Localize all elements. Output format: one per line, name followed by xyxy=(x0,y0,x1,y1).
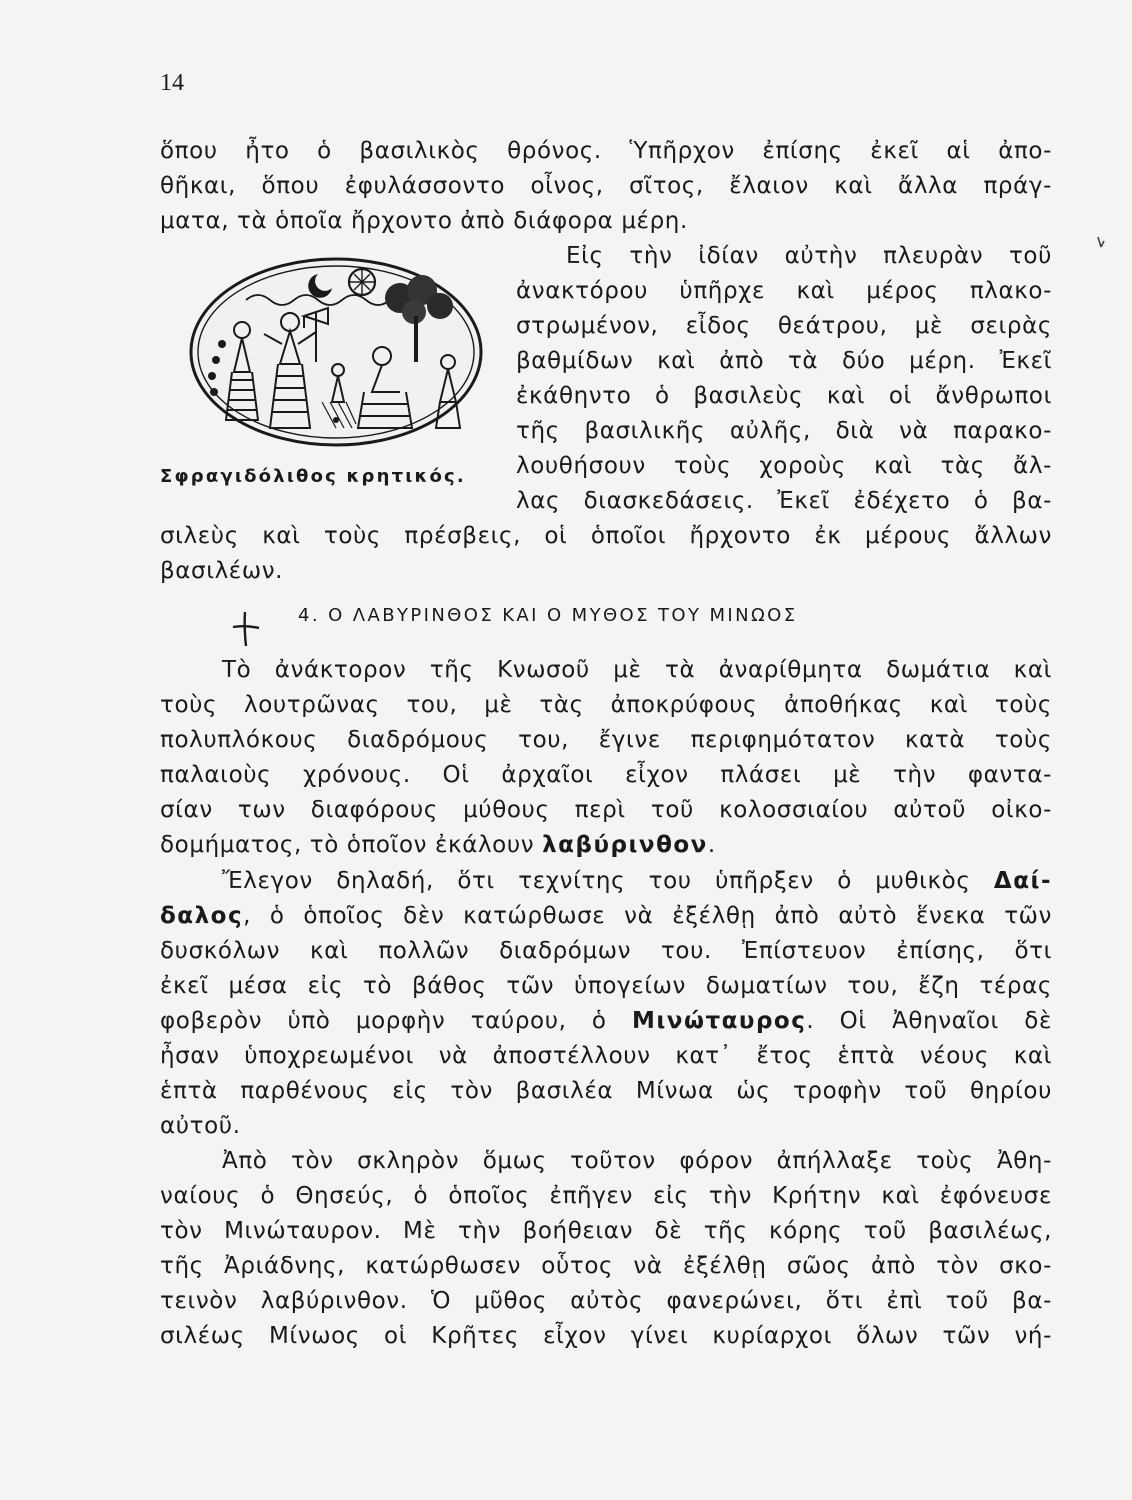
text-line: ἐκάθηντο ὁ βασιλεὺς καὶ οἱ ἄνθρωποι xyxy=(516,383,1052,409)
term-minotaur: Μινώταυρος xyxy=(631,1008,807,1034)
text-line: ἐκεῖ μέσα εἰς τὸ βάθος τῶν ὑπογείων δωματίων του, ἔζη τέρας xyxy=(160,973,1052,999)
text-line: θῆκαι, ὅπου ἐφυλάσσοντο οἶνος, σῖτος, ἔλαιον καὶ ἄλλα πράγ- xyxy=(160,173,1052,199)
section-heading: 4. Ο ΛΑΒΥΡΙΝΘΟΣ ΚΑΙ Ο ΜΥΘΟΣ ΤΟΥ ΜΙΝΩΟΣ xyxy=(298,605,798,626)
text-line: τεινὸν λαβύρινθον. Ὁ μῦθος αὐτὸς φανερώνει, ὅτι ἐπὶ τοῦ βα- xyxy=(160,1288,1052,1314)
term-daedalus: Δαί- xyxy=(993,868,1052,894)
text-line: βαθμίδων καὶ ἀπὸ τὰ δύο μέρη. Ἐκεῖ xyxy=(516,348,1052,374)
text-line: παλαιοὺς χρόνους. Οἱ ἀρχαῖοι εἶχον πλάσει μὲ τὴν φαντα- xyxy=(160,762,1052,788)
term-daedalus: δαλος xyxy=(160,903,244,929)
page-number: 14 xyxy=(160,70,184,96)
text-line: σιλέως Μίνωος οἱ Κρῆτες εἶχον γίνει κυρίαρχοι ὅλων τῶν νή- xyxy=(160,1323,1052,1349)
text-line: Τὸ ἀνάκτορον τῆς Κνωσοῦ μὲ τὰ ἀναρίθμητα δωμάτια καὶ xyxy=(222,657,1052,683)
text-line: τῆς Ἀριάδνης, κατώρθωσεν οὗτος νὰ ἐξέλθῃ σῶος ἀπὸ τὸν σκο- xyxy=(160,1253,1052,1279)
text-line xyxy=(160,830,716,860)
text-line: τῆς βασιλικῆς αὐλῆς, διὰ νὰ παρακο- xyxy=(516,418,1052,444)
seal-stone-illustration xyxy=(186,252,486,452)
text-line: τὸν Μινώταυρον. Μὲ τὴν βοήθειαν δὲ τῆς κόρης τοῦ βασιλέως, xyxy=(160,1218,1052,1244)
text-line: ὅπου ἦτο ὁ βασιλικὸς θρόνος. Ὑπῆρχον ἐπίσης ἐκεῖ αἱ ἀπο- xyxy=(160,138,1052,164)
text-line: Ἀπὸ τὸν σκληρὸν ὅμως τοῦτον φόρον ἀπήλλαξε τοὺς Ἀθη- xyxy=(222,1148,1052,1174)
text-segment: φοβερὸν ὑπὸ μορφὴν ταύρου, ὁ xyxy=(160,1008,632,1034)
text-line: λουθήσουν τοὺς χοροὺς καὶ τὰς ἄλ- xyxy=(516,453,1052,479)
text-segment: . xyxy=(707,832,716,858)
text-line: λας διασκεδάσεις. Ἐκεῖ ἐδέχετο ὁ βα- xyxy=(516,488,1052,514)
text-line: ἀνακτόρου ὑπῆρχε καὶ μέρος πλακο- xyxy=(516,278,1052,304)
stray-ink-mark xyxy=(1095,235,1107,249)
text-line: δυσκόλων καὶ πολλῶν διαδρόμων του. Ἐπίστευον ἐπίσης, ὅτι xyxy=(160,938,1052,964)
figure-caption: Σφραγιδόλιθος κρητικός. xyxy=(160,466,466,487)
text-line: Εἰς τὴν ἰδίαν αὐτὴν πλευρὰν τοῦ xyxy=(566,243,1052,269)
text-line: ἑπτὰ παρθένους εἰς τὸν βασιλέα Μίνωα ὡς τροφὴν τοῦ θηρίου xyxy=(160,1078,1052,1104)
text-line xyxy=(160,901,1052,931)
text-line: πολυπλόκους διαδρόμους του, ἔγινε περιφημότατον κατὰ τοὺς xyxy=(160,727,1052,753)
text-line: τοὺς λουτρῶνας του, μὲ τὰς ἀποκρύφους ἀποθήκας καὶ τοὺς xyxy=(160,692,1052,718)
text-segment: , ὁ ὁποῖος δὲν κατώρθωσε νὰ ἐξέλθῃ ἀπὸ αὐτὸ ἕνεκα τῶν xyxy=(243,903,1052,929)
text-line: σιλεὺς καὶ τοὺς πρέσβεις, οἱ ὁποῖοι ἤρχοντο ἐκ μέρους ἄλλων xyxy=(160,523,1052,549)
handwritten-cross-mark xyxy=(229,608,261,648)
text-line: ματα, τὰ ὁποῖα ἤρχοντο ἀπὸ διάφορα μέρη. xyxy=(160,208,688,234)
text-line: σίαν των διαφόρους μύθους περὶ τοῦ κολοσσιαίου αὐτοῦ οἰκο- xyxy=(160,797,1052,823)
text-segment: . Οἱ Ἀθηναῖοι δὲ xyxy=(806,1008,1052,1034)
text-line xyxy=(222,866,1052,896)
text-line: αὐτοῦ. xyxy=(160,1113,241,1139)
text-line: βασιλέων. xyxy=(160,558,284,584)
term-labyrinth: λαβύρινθον xyxy=(542,832,708,858)
text-segment: Ἔλεγον δηλαδή, ὅτι τεχνίτης του ὑπῆρξεν ὁ μυθικὸς xyxy=(222,868,994,894)
text-line xyxy=(160,1006,1052,1036)
text-segment: δομήματος, τὸ ὁποῖον ἐκάλουν xyxy=(160,832,543,858)
text-line: ναίους ὁ Θησεύς, ὁ ὁποῖος ἐπῆγεν εἰς τὴν Κρήτην καὶ ἐφόνευσε xyxy=(160,1183,1052,1209)
text-line: ἦσαν ὑποχρεωμένοι νὰ ἀποστέλλουν κατ᾽ ἔτος ἑπτὰ νέους καὶ xyxy=(160,1043,1052,1069)
text-line: στρωμένον, εἶδος θεάτρου, μὲ σειρὰς xyxy=(516,313,1052,339)
